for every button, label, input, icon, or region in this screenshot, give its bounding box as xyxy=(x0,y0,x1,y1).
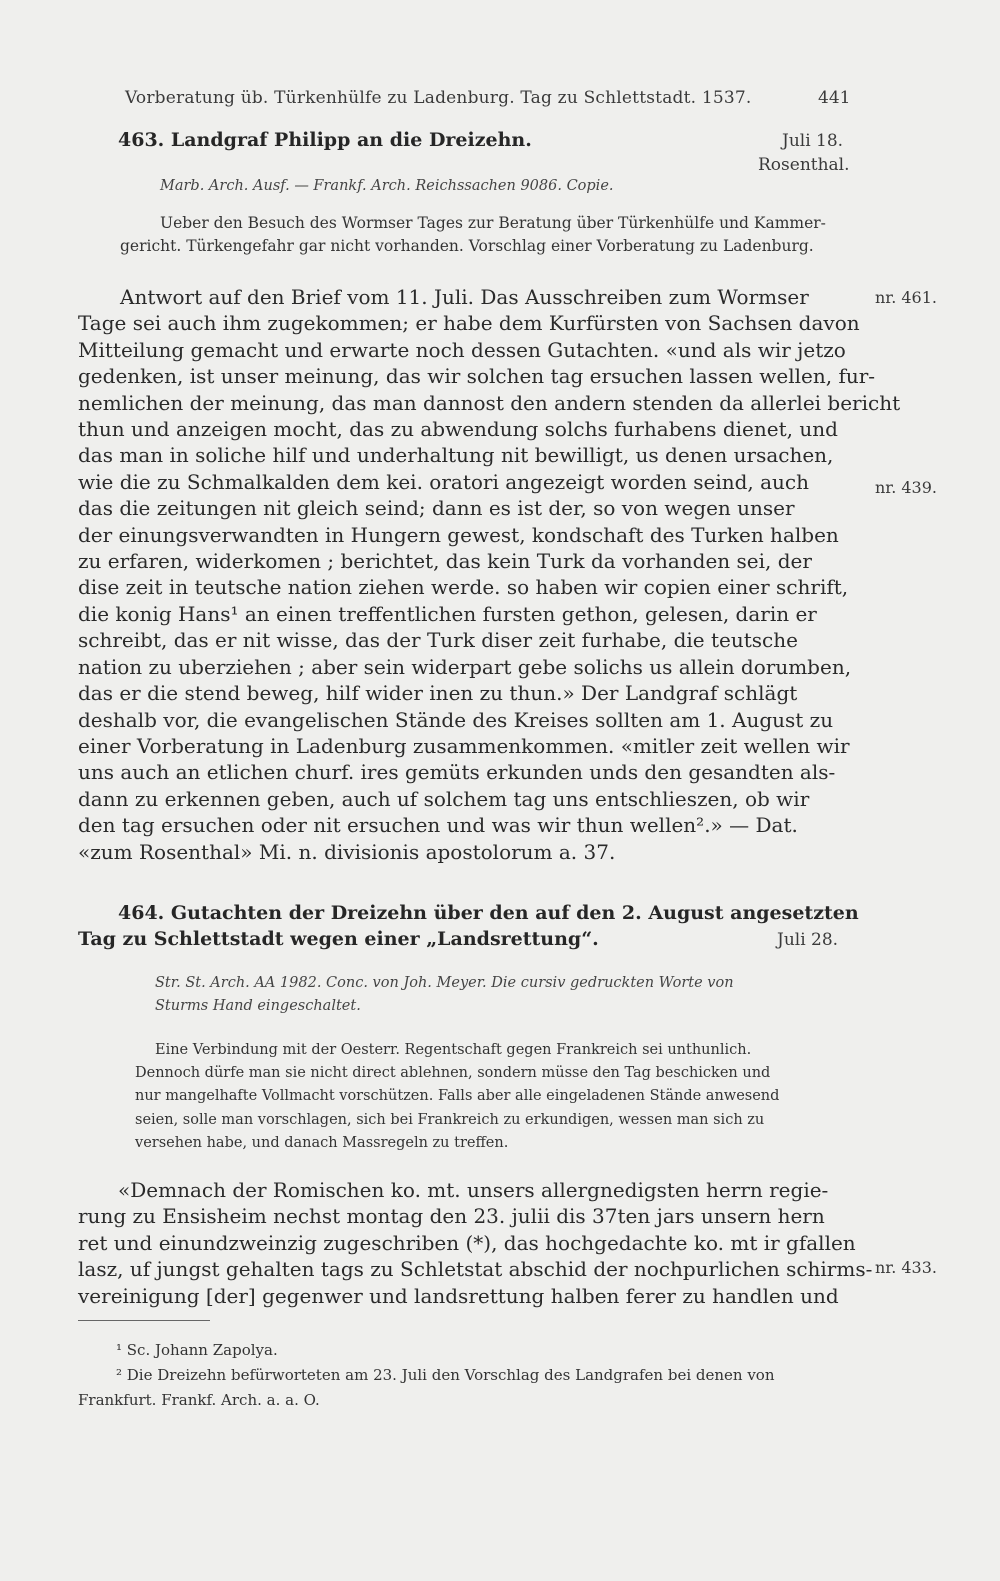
footnotes xyxy=(78,1338,775,1413)
doc-464-heading-continued: Tag zu Schlettstadt wegen einer „Landsrettung“. xyxy=(78,928,599,950)
body-line: das die zeitungen nit gleich seind; dann es ist der, so von wegen unser xyxy=(78,496,795,521)
margin-reference: nr. 433. xyxy=(875,1258,937,1277)
body-line: Tage sei auch ihm zugekommen; er habe dem Kurfürsten von Sachsen davon xyxy=(78,311,860,336)
body-line: deshalb vor, die evangelischen Stände des Kreises sollten am 1. August zu xyxy=(78,707,834,732)
body-line: thun und anzeigen mocht, das zu abwendung solchs furhabens dienet, und xyxy=(78,417,838,442)
body-line: die konig Hans¹ an einen treffentlichen fursten gethon, gelesen, darin er xyxy=(78,601,817,626)
body-line: ret und einundzweinzig zugeschriben (*), das hochgedachte ko. mt ir gfallen xyxy=(78,1230,856,1255)
doc-464-body xyxy=(78,1177,872,1309)
body-line: Antwort auf den Brief vom 11. Juli. Das Ausschreiben zum Wormser xyxy=(120,285,809,309)
body-line: dann zu erkennen geben, auch uf solchem tag uns entschlieszen, ob wir xyxy=(78,786,810,811)
footnote: ¹ Sc. Johann Zapolya. xyxy=(116,1341,278,1359)
doc-464-source-continued: Sturms Hand eingeschaltet. xyxy=(155,998,361,1014)
summary-line: seien, solle man vorschlagen, sich bei Frankreich zu erkundigen, wessen man sich zu xyxy=(135,1111,765,1128)
doc-464-heading: 464. Gutachten der Dreizehn über den auf den 2. August angesetzten xyxy=(118,902,859,924)
doc-463-heading: 463. Landgraf Philipp an die Dreizehn. xyxy=(118,129,532,151)
body-line: «Demnach der Romischen ko. mt. unsers allergnedigsten herrn regie- xyxy=(118,1178,829,1202)
summary-line: versehen habe, und danach Massregeln zu treffen. xyxy=(135,1134,509,1151)
footnote-continued: Frankfurt. Frankf. Arch. a. a. O. xyxy=(78,1391,320,1409)
running-head: Vorberatung üb. Türkenhülfe zu Ladenburg. Tag zu Schlettstadt. 1537. xyxy=(125,88,752,108)
doc-463-summary xyxy=(120,214,826,260)
page-number: 441 xyxy=(818,88,851,108)
body-line: einer Vorberatung in Ladenburg zusammenkommen. «mitler zeit wellen wir xyxy=(78,733,850,758)
doc-464-source: Str. St. Arch. AA 1982. Conc. von Joh. Meyer. Die cursiv gedruckten Worte von xyxy=(155,975,734,991)
body-line: schreibt, das er nit wisse, das der Turk diser zeit furhabe, die teutsche xyxy=(78,628,798,653)
summary-line: nur mangelhafte Vollmacht vorschützen. Falls aber alle eingeladenen Stände anwesend xyxy=(135,1088,780,1105)
body-line: rung zu Ensisheim nechst montag den 23. julii dis 37ten jars unsern hern xyxy=(78,1204,825,1229)
body-line: nemlichen der meinung, das man dannost den andern stenden da allerlei bericht xyxy=(78,390,901,415)
body-line: das er die stend beweg, hilf wider inen zu thun.» Der Landgraf schlägt xyxy=(78,681,798,706)
body-line: «zum Rosenthal» Mi. n. divisionis apostolorum a. 37. xyxy=(78,839,616,864)
doc-463-body xyxy=(78,284,900,865)
summary-line: gericht. Türkengefahr gar nicht vorhanden. Vorschlag einer Vorberatung zu Ladenburg. xyxy=(120,237,814,255)
footnote: ² Die Dreizehn befürworteten am 23. Juli den Vorschlag des Landgrafen bei denen von xyxy=(116,1366,775,1384)
body-line: uns auch an etlichen churf. ires gemüts erkunden unds den gesandten als- xyxy=(78,760,836,785)
body-line: wie die zu Schmalkalden dem kei. oratori angezeigt worden seind, auch xyxy=(78,469,809,494)
summary-line: Ueber den Besuch des Wormser Tages zur Beratung über Türkenhülfe und Kammer- xyxy=(160,214,826,232)
doc-463-source: Marb. Arch. Ausf. — Frankf. Arch. Reichssachen 9086. Copie. xyxy=(160,178,614,194)
summary-line: Eine Verbindung mit der Oesterr. Regentschaft gegen Frankreich sei unthunlich. xyxy=(155,1042,752,1058)
body-line: den tag ersuchen oder nit ersuchen und was wir thun wellen².» — Dat. xyxy=(78,813,798,838)
body-line: dise zeit in teutsche nation ziehen werde. so haben wir copien einer schrift, xyxy=(78,575,849,600)
body-line: das man in soliche hilf und underhaltung nit bewilligt, us denen ursachen, xyxy=(78,443,834,468)
body-line: gedenken, ist unser meinung, das wir solchen tag ersuchen lassen wellen, fur- xyxy=(78,364,876,389)
doc-464-summary xyxy=(135,1039,779,1155)
margin-reference: nr. 461. xyxy=(875,288,937,307)
doc-463-date: Juli 18. xyxy=(782,131,844,151)
doc-464-date: Juli 28. xyxy=(777,930,839,950)
body-line: vereinigung [der] gegenwer und landsrettung halben ferer zu handlen und xyxy=(78,1283,839,1308)
body-line: lasz, uf jungst gehalten tags zu Schletstat abschid der nochpurlichen schirms- xyxy=(78,1257,873,1282)
body-line: nation zu uberziehen ; aber sein widerpart gebe solichs us allein dorumben, xyxy=(78,654,852,679)
body-line: der einungsverwandten in Hungern gewest, kondschaft des Turken halben xyxy=(78,522,839,547)
margin-reference: nr. 439. xyxy=(875,478,937,497)
summary-line: Dennoch dürfe man sie nicht direct ablehnen, sondern müsse den Tag beschicken und xyxy=(135,1065,771,1082)
body-line: zu erfaren, widerkomen ; berichtet, das kein Turk da vorhanden sei, der xyxy=(78,549,812,574)
body-line: Mitteilung gemacht und erwarte noch dessen Gutachten. «und als wir jetzo xyxy=(78,337,846,362)
doc-463-place: Rosenthal. xyxy=(758,155,850,175)
footnote-rule xyxy=(78,1320,210,1321)
